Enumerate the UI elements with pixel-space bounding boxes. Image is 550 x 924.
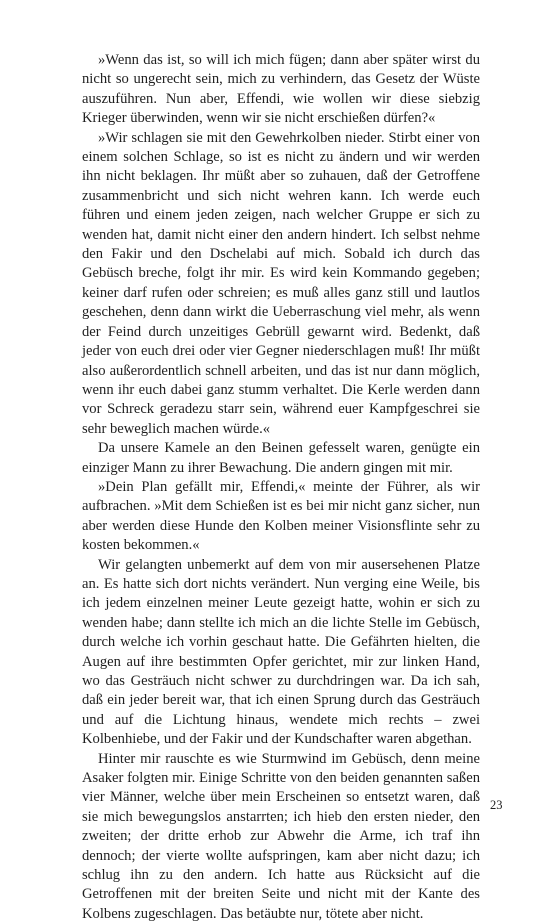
paragraph-1: »Wenn das ist, so will ich mich fügen; dann aber später wirst du nicht so ungerecht sein, mich zu verhindern, das Gesetz der Wüste auszuführen. Nun aber, Effendi, wie wollen wir diese siebzig Krieger überwinden, wenn wir sie nicht erschießen dürfen?« [82, 52, 480, 127]
paragraph-5: Wir gelangten unbemerkt auf dem von mir ausersehenen Platze an. Es hatte sich dort nichts verändert. Nun verging eine Weile, bis ich jedem einzelnen meiner Leute gezeigt hatte, wohin er sich zu wenden habe; dann stellte ich mich an die lichte Stelle im Gebüsch, durch welche ich vorhin geschaut hatte. Die Gefährten hielten, die Augen auf ihre bestimmten Opfer gerichtet, mir zur linken Hand, wo das Gesträuch nicht schwer zu durchdringen war. Da ich sah, daß ein jeder bereit war, that ich einen Sprung durch das Gesträuch und auf die Lichtung hinaus, wendete mich rechts – zwei Kolbenhiebe, und der Fakir und der Kundschafter waren abgethan. [82, 556, 480, 748]
paragraph-4: »Dein Plan gefällt mir, Effendi,« meinte der Führer, als wir aufbrachen. »Mit dem Schießen ist es bei mir nicht ganz sicher, nun aber werden diese Hunde den Kolben meiner Visionsflinte sehr zu kosten bekommen.« [82, 478, 480, 554]
page-number: 23 [490, 798, 503, 812]
paragraph-3: Da unsere Kamele an den Beinen gefesselt waren, genügte ein einziger Mann zu ihrer Bewachung. Die andern gingen mit mir. [82, 440, 480, 476]
paragraph-2: »Wir schlagen sie mit den Gewehrkolben nieder. Stirbt einer von einem solchen Schlage, so ist es nicht zu ändern und wir werden ihn nicht beklagen. Ihr müßt aber so zuhauen, daß der Getroffene zusammenbricht und sich nicht wehren kann. Ich werde euch führen und einem jeden zeigen, nach welcher Gruppe er sich zu wenden hat, damit nicht einer den andern hindert. Ich selbst nehme den Fakir und den Dschelabi auf mich. Sobald ich durch das Gebüsch breche, folgt ihr mir. Es wird kein Kommando gegeben; keiner darf rufen oder schreien; es muß alles ganz still und lautlos geschehen, denn dann wirkt die Ueberraschung viel mehr, als wenn der Feind durch unzeitiges Gebrüll gewarnt wird. Bedenkt, daß jeder von euch drei oder vier Gegner niederschlagen muß! Ihr müßt also außerordentlich schnell arbeiten, und das ist nur dann möglich, wenn ihr euch dabei ganz stumm verhaltet. Die Kerle werden dann vor Schreck geradezu starr sein, während euer Kampfgeschrei sie sehr beweglich machen würde.« [82, 129, 480, 437]
page-body [82, 51, 480, 924]
paragraph-6: Hinter mir rauschte es wie Sturmwind im Gebüsch, denn meine Asaker folgten mir. Einige Schritte von den beiden genannten saßen vier Männer, welche über mein Erscheinen so entsetzt waren, daß sie mich bewegungslos anstarrten; ich hieb den ersten nieder, den zweiten; der dritte erhob zur Abwehr die Arme, ich traf ihn dennoch; der vierte wollte aufspringen, kam aber nicht dazu; ich schlug ihn zu den andern. Ich hatte aus Rücksicht auf die Getroffenen mit der breiten Seite und nicht mit der Kante des Kolbens zugeschlagen. Das betäubte nur, tötete aber nicht. [82, 750, 480, 922]
